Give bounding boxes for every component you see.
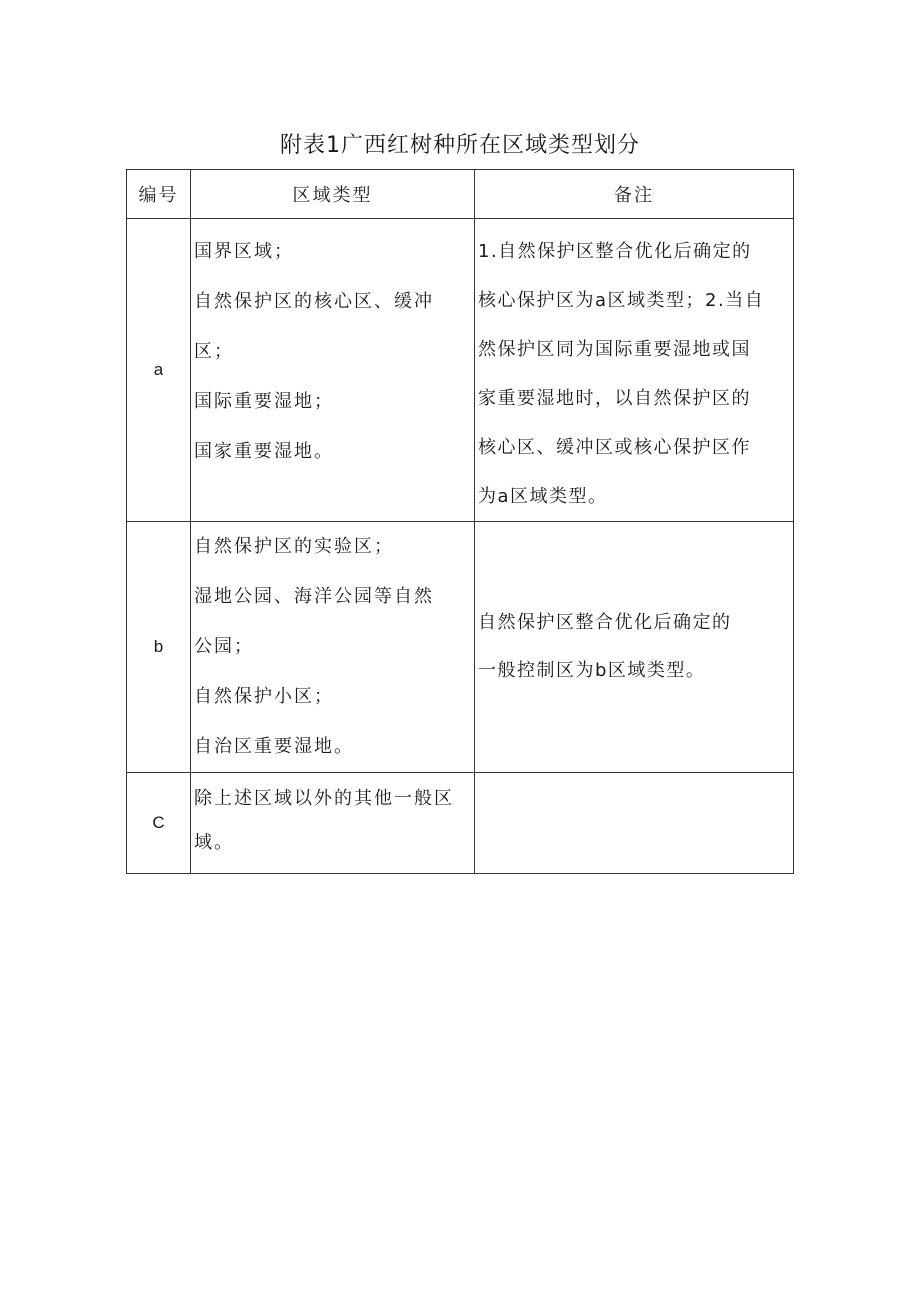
row-code: a [127, 219, 191, 522]
page-title: 附表1广西红树种所在区域类型划分 [280, 133, 640, 158]
note-line: 一般控制区为b区域类型。 [478, 660, 706, 681]
zone-type-line: 区； [194, 341, 234, 362]
zone-type-line: 自然保护区的核心区、缓冲 [194, 291, 434, 312]
header-code: 编号 [127, 170, 191, 219]
notes-cell [475, 773, 794, 874]
note-line: 然保护区同为国际重要湿地或国 [478, 339, 751, 360]
note-line: 1.自然保护区整合优化后确定的 [478, 241, 752, 262]
header-zone-type: 区域类型 [191, 170, 475, 219]
table-row [127, 773, 794, 874]
zone-type-line: 自然保护小区； [194, 686, 334, 707]
header-notes: 备注 [475, 170, 794, 219]
row-code: b [127, 522, 191, 773]
note-line: 自然保护区整合优化后确定的 [478, 612, 732, 633]
note-line: 核心保护区为a区域类型；2.当自 [478, 290, 765, 311]
zone-type-cell [191, 773, 475, 874]
zone-type-cell [191, 522, 475, 773]
zone-type-line: 国界区域； [194, 241, 294, 262]
zone-type-line: 公园； [194, 636, 254, 657]
zone-type-table [126, 169, 794, 874]
zone-type-line: 国家重要湿地。 [194, 441, 334, 462]
table-row [127, 522, 794, 773]
table-header-row [127, 170, 794, 219]
zone-type-line: 自然保护区的实验区； [194, 536, 394, 557]
table-row [127, 219, 794, 522]
zone-type-line: 湿地公园、海洋公园等自然 [194, 586, 434, 607]
zone-type-line: 除上述区域以外的其他一般区 [194, 788, 454, 809]
note-line: 为a区域类型。 [478, 486, 608, 507]
note-line: 家重要湿地时，以自然保护区的 [478, 388, 751, 409]
notes-cell [475, 522, 794, 773]
notes-cell [475, 219, 794, 522]
row-code: C [127, 773, 191, 874]
zone-type-cell [191, 219, 475, 522]
zone-type-line: 自治区重要湿地。 [194, 736, 354, 757]
zone-type-line: 域。 [194, 832, 234, 853]
note-line: 核心区、缓冲区或核心保护区作 [478, 437, 751, 458]
zone-type-line: 国际重要湿地； [194, 391, 334, 412]
